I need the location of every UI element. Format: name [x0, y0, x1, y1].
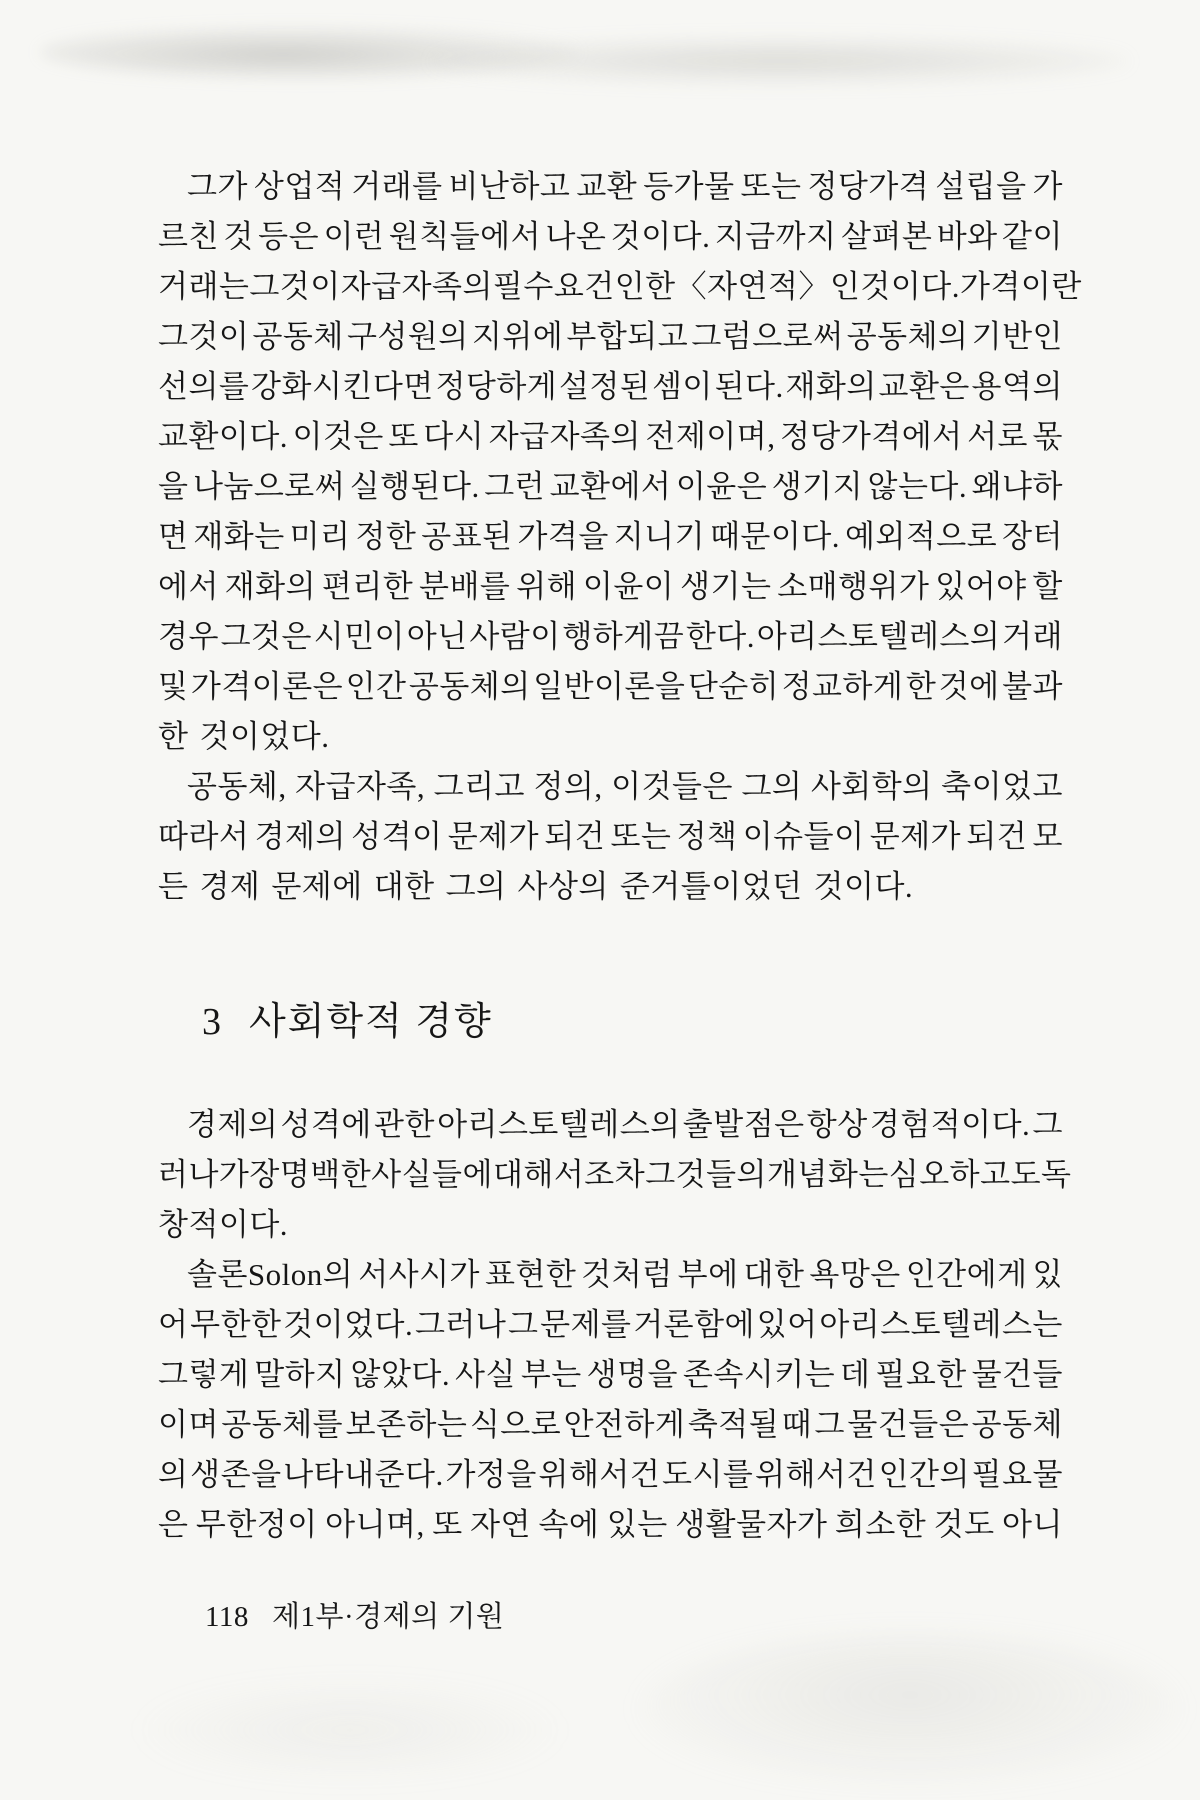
text-line [158, 508, 1063, 558]
word: 공동체 [971, 1406, 1063, 1442]
word: 필요물 [971, 1456, 1063, 1492]
word: 이것은 [292, 418, 384, 454]
word: 대해서조차 [492, 1156, 646, 1192]
word: 있 [1032, 1256, 1063, 1292]
word: 셈이 [651, 368, 713, 404]
word: 필수요건인 [492, 268, 646, 304]
footer-section-title: 제1부·경제의 기원 [271, 1601, 505, 1633]
word: 전제이며, [645, 418, 776, 454]
word: 불과 [1002, 668, 1063, 704]
word: 정당가격 [807, 168, 930, 204]
word: 이슈들이 [742, 818, 865, 854]
word: 기반인 [971, 318, 1063, 354]
word: 데 [840, 1356, 871, 1392]
word: 나눔으로써 [192, 468, 346, 504]
word: 문제에 [271, 868, 363, 904]
word: 대한 [743, 1256, 805, 1292]
text-line [158, 458, 1063, 508]
word: 지금까지 [714, 218, 837, 254]
word: 이며 [158, 1406, 219, 1442]
word: 출발점은 [682, 1106, 805, 1142]
word: 한다. [685, 618, 756, 654]
word: 안전하게 [563, 1406, 686, 1442]
word: 장터 [1002, 518, 1063, 554]
word: 창적이다. [158, 1206, 289, 1242]
word: 따라서 [158, 818, 250, 854]
word: 것에 [938, 668, 1000, 704]
word: 가장 [218, 1156, 280, 1192]
word: 그런 [484, 468, 546, 504]
word: 교환은 [878, 368, 970, 404]
word: 경제의 [254, 818, 346, 854]
word: 용역의 [971, 368, 1063, 404]
word: 문제를 [540, 1306, 632, 1342]
word: 그것이 [158, 318, 250, 354]
word: 표현한 [484, 1256, 577, 1292]
word: 무한한 [190, 1306, 282, 1342]
word: 자급자족의 [488, 418, 641, 454]
word: 및 [158, 668, 189, 704]
word: 항상 [806, 1106, 868, 1142]
word: 않는다. [867, 468, 968, 504]
text-line [158, 208, 1063, 258]
text-line [158, 1396, 1063, 1446]
word: 든 [158, 868, 189, 904]
word: 생존을 [190, 1456, 282, 1492]
word: 것처럼 [581, 1256, 673, 1292]
word: 편리한 [321, 568, 414, 604]
word: 또는 [740, 168, 802, 204]
word: 독 [1041, 1156, 1072, 1192]
word: 또 [432, 1506, 463, 1542]
word: 인간의 [878, 1456, 970, 1492]
word: 가격이론은 [190, 668, 344, 704]
word: 그 [508, 1306, 539, 1342]
paragraph-solon-wealth [158, 1246, 1063, 1546]
word: 그러나 [414, 1306, 507, 1342]
word: 설립을 [935, 168, 1027, 204]
word: 솔론Solon의 [187, 1256, 354, 1292]
word: 공동체, [187, 768, 287, 804]
word: 미리 [289, 518, 351, 554]
word: 예외적으로 [844, 518, 998, 554]
word: 교환에서 [549, 468, 672, 504]
word: 살펴본 [840, 218, 933, 254]
word: 있어야 [935, 568, 1027, 604]
word: 사회학의 [810, 768, 933, 804]
word: 개념화는 [766, 1156, 889, 1192]
word: 축적될 [687, 1406, 780, 1442]
text-line [158, 558, 1063, 608]
word: 축이었고 [941, 768, 1063, 804]
word: 또 [388, 418, 419, 454]
text-line [158, 658, 1063, 708]
word: 서사시가 [358, 1256, 480, 1292]
word: 정당가격에서 [779, 418, 963, 454]
word: 이윤이 [582, 568, 675, 604]
word: 다시 [423, 418, 485, 454]
word: 희소한 [834, 1506, 927, 1542]
page-footer [158, 1594, 504, 1635]
word: 단순히 [687, 668, 780, 704]
word: 설정된 [558, 368, 651, 404]
word: 사상의 [517, 868, 609, 904]
section-number: 3 [202, 1001, 222, 1043]
word: 정책 [676, 818, 738, 854]
word: 정교하게 [781, 668, 904, 704]
word: 한 [158, 718, 189, 754]
word: 의 [158, 1456, 189, 1492]
word: 것이다. [813, 868, 914, 904]
word: 왜냐하 [971, 468, 1063, 504]
text-line [158, 808, 1063, 858]
word: 위해 [516, 568, 578, 604]
word: 부에 [677, 1256, 739, 1292]
word: 가 [1032, 168, 1063, 204]
word: 한 [645, 268, 676, 304]
word: 그럼으로써 [691, 318, 844, 354]
word: 소매행위가 [777, 568, 930, 604]
word: 사실 [455, 1356, 516, 1392]
text-line [158, 258, 1082, 308]
word: 준거틀이었던 [619, 868, 803, 904]
word: 나온 [545, 218, 607, 254]
word: 또는 [610, 818, 672, 854]
word: 선의를 [158, 368, 250, 404]
word: 면 [158, 518, 189, 554]
word: 같이 [1002, 218, 1063, 254]
text-line [158, 758, 1063, 808]
word: 아니며, [325, 1506, 425, 1542]
word: 몫 [1032, 418, 1063, 454]
word: 욕망은 [809, 1256, 901, 1292]
word: 자연 [470, 1506, 532, 1542]
paragraph-community-justice [158, 758, 1063, 908]
word: 것이다. [860, 268, 960, 304]
page-number: 118 [205, 1601, 249, 1633]
word: 모 [1032, 818, 1063, 854]
word: 필요한 [875, 1356, 967, 1392]
word: 러나 [158, 1156, 219, 1192]
text-line [158, 608, 1063, 658]
word: 생활물자가 [675, 1506, 828, 1542]
word: 심오하고도 [888, 1156, 1042, 1192]
word: 가격이란 [960, 268, 1082, 304]
word: 관한 [374, 1106, 435, 1142]
word: 공표된 [421, 518, 513, 554]
word: 자급자족의 [340, 268, 493, 304]
text-line [158, 158, 1063, 208]
word: 거래를 [351, 168, 443, 204]
word: 명백한 [279, 1156, 372, 1192]
word: 때 [781, 1406, 813, 1442]
paragraph-empirical-start [158, 1096, 1072, 1246]
word: 인간에게 [905, 1256, 1028, 1292]
word: 경제 [199, 868, 261, 904]
text-line [158, 1196, 1063, 1246]
word: 한 [905, 668, 937, 704]
word: 어 [158, 1306, 189, 1342]
word: 대한 [373, 868, 435, 904]
word: 을 [158, 468, 189, 504]
word: 지위에 [471, 318, 564, 354]
word: 그리고 [433, 768, 525, 804]
word: 정당하게 [435, 368, 558, 404]
word: 분배를 [419, 568, 511, 604]
text-line [158, 308, 1063, 358]
word: 있는 [606, 1506, 668, 1542]
word: 생기지 [771, 468, 864, 504]
section-heading [158, 990, 493, 1045]
word: 구성원의 [346, 318, 469, 354]
word: 경험적이다. [869, 1106, 1031, 1142]
word: 위해서건 [538, 1456, 661, 1492]
word: 것이다. [610, 218, 711, 254]
text-line [158, 708, 1063, 758]
word: 교환 [576, 168, 638, 204]
word: 존속시키는 [682, 1356, 836, 1392]
word: 가정을 [445, 1456, 537, 1492]
text-line [158, 1446, 1063, 1496]
word: 성격이 [351, 818, 443, 854]
word: 도시를 [662, 1456, 754, 1492]
text-line [158, 1296, 1063, 1346]
word: 등가물 [643, 168, 735, 204]
word: 성격에 [280, 1106, 372, 1142]
word: 문제가 [447, 818, 540, 854]
word: 생명을 [586, 1356, 678, 1392]
word: 아리스토텔레스는 [819, 1306, 1063, 1342]
word: 거론함에 [633, 1306, 755, 1342]
word: 서로 [967, 418, 1029, 454]
word: 이런 [323, 218, 385, 254]
text-line [158, 408, 1063, 458]
word: 인간 [345, 668, 407, 704]
word: 아리스토텔레스의 [756, 618, 1001, 654]
text-line [158, 1096, 1063, 1146]
word: 되건 [966, 818, 1028, 854]
word: 이것들은 [611, 768, 733, 804]
word: 자급자족, [295, 768, 426, 804]
word: 르친 [158, 218, 219, 254]
word: 이윤은 [675, 468, 768, 504]
word: 공동체의 [846, 318, 969, 354]
word: 그의 [741, 768, 803, 804]
text-line [158, 858, 1063, 908]
word: 물건들은 [847, 1406, 970, 1442]
text-line [158, 1146, 1072, 1196]
word: 은 [158, 1506, 189, 1542]
word: 경제의 [187, 1106, 279, 1142]
word: 것이었다. [283, 1306, 414, 1342]
word: 비난하고 [448, 168, 571, 204]
word: 재화의 [224, 568, 317, 604]
word: 재화는 [193, 518, 285, 554]
word: 생기는 [680, 568, 772, 604]
word: 그것이 [249, 268, 341, 304]
word: 〈자연적〉인 [675, 268, 861, 304]
word: 것 [223, 218, 254, 254]
word: 정의, [533, 768, 603, 804]
word: 사람이 [469, 618, 561, 654]
section-title: 사회학적 경향 [249, 1001, 493, 1043]
word: 행하게끔 [562, 618, 685, 654]
word: 그것은 [220, 618, 312, 654]
word: 시민이 [313, 618, 405, 654]
word: 경우 [158, 618, 219, 654]
word: 공동체를 [221, 1406, 344, 1442]
word: 말하지 [254, 1356, 346, 1392]
word: 부는 [520, 1356, 582, 1392]
word: 그가 [187, 168, 248, 204]
word: 지니기 [613, 518, 706, 554]
word: 교환이다. [158, 418, 289, 454]
word: 일반이론을 [533, 668, 686, 704]
word: 가격을 [517, 518, 609, 554]
word: 거래 [1002, 618, 1063, 654]
word: 에서 [158, 568, 219, 604]
word: 아닌 [406, 618, 468, 654]
word: 그것들의 [645, 1156, 767, 1192]
word: 상업적 [253, 168, 346, 204]
word: 물건들 [971, 1356, 1063, 1392]
word: 보존하는 [345, 1406, 468, 1442]
paragraph-trade-principles [158, 158, 1082, 758]
word: 할 [1032, 568, 1063, 604]
word: 사실들에 [371, 1156, 493, 1192]
word: 바와 [936, 218, 998, 254]
word: 문제가 [869, 818, 962, 854]
word: 나타내준다. [283, 1456, 444, 1492]
text-block [158, 0, 1082, 1800]
word: 부합되고 [566, 318, 689, 354]
text-line [158, 358, 1063, 408]
word: 거래는 [158, 268, 250, 304]
word: 되건 [544, 818, 606, 854]
word: 등은 [258, 218, 320, 254]
word: 것이었다. [199, 718, 330, 754]
word: 위해서건 [755, 1456, 877, 1492]
word: 그 [814, 1406, 845, 1442]
word: 않았다. [350, 1356, 451, 1392]
word: 재화의 [785, 368, 877, 404]
word: 있어 [756, 1306, 818, 1342]
word: 된다. [714, 368, 784, 404]
text-line [158, 1246, 1063, 1296]
word: 식으로 [469, 1406, 562, 1442]
word: 실행된다. [349, 468, 480, 504]
word: 강화시킨다면 [251, 368, 434, 404]
word: 아니 [1002, 1506, 1063, 1542]
word: 때문이다. [709, 518, 841, 554]
word: 그의 [445, 868, 507, 904]
word: 원칙들에서 [388, 218, 542, 254]
word: 공동체 [252, 318, 344, 354]
word: 아리스토텔레스의 [437, 1106, 681, 1142]
word: 속에 [538, 1506, 600, 1542]
word: 무한정이 [195, 1506, 318, 1542]
word: 정한 [355, 518, 417, 554]
word: 공동체의 [408, 668, 531, 704]
word: 그렇게 [158, 1356, 250, 1392]
word: 것도 [933, 1506, 995, 1542]
word: 그 [1032, 1106, 1063, 1142]
text-line [158, 1346, 1063, 1396]
text-line [158, 1496, 1063, 1546]
